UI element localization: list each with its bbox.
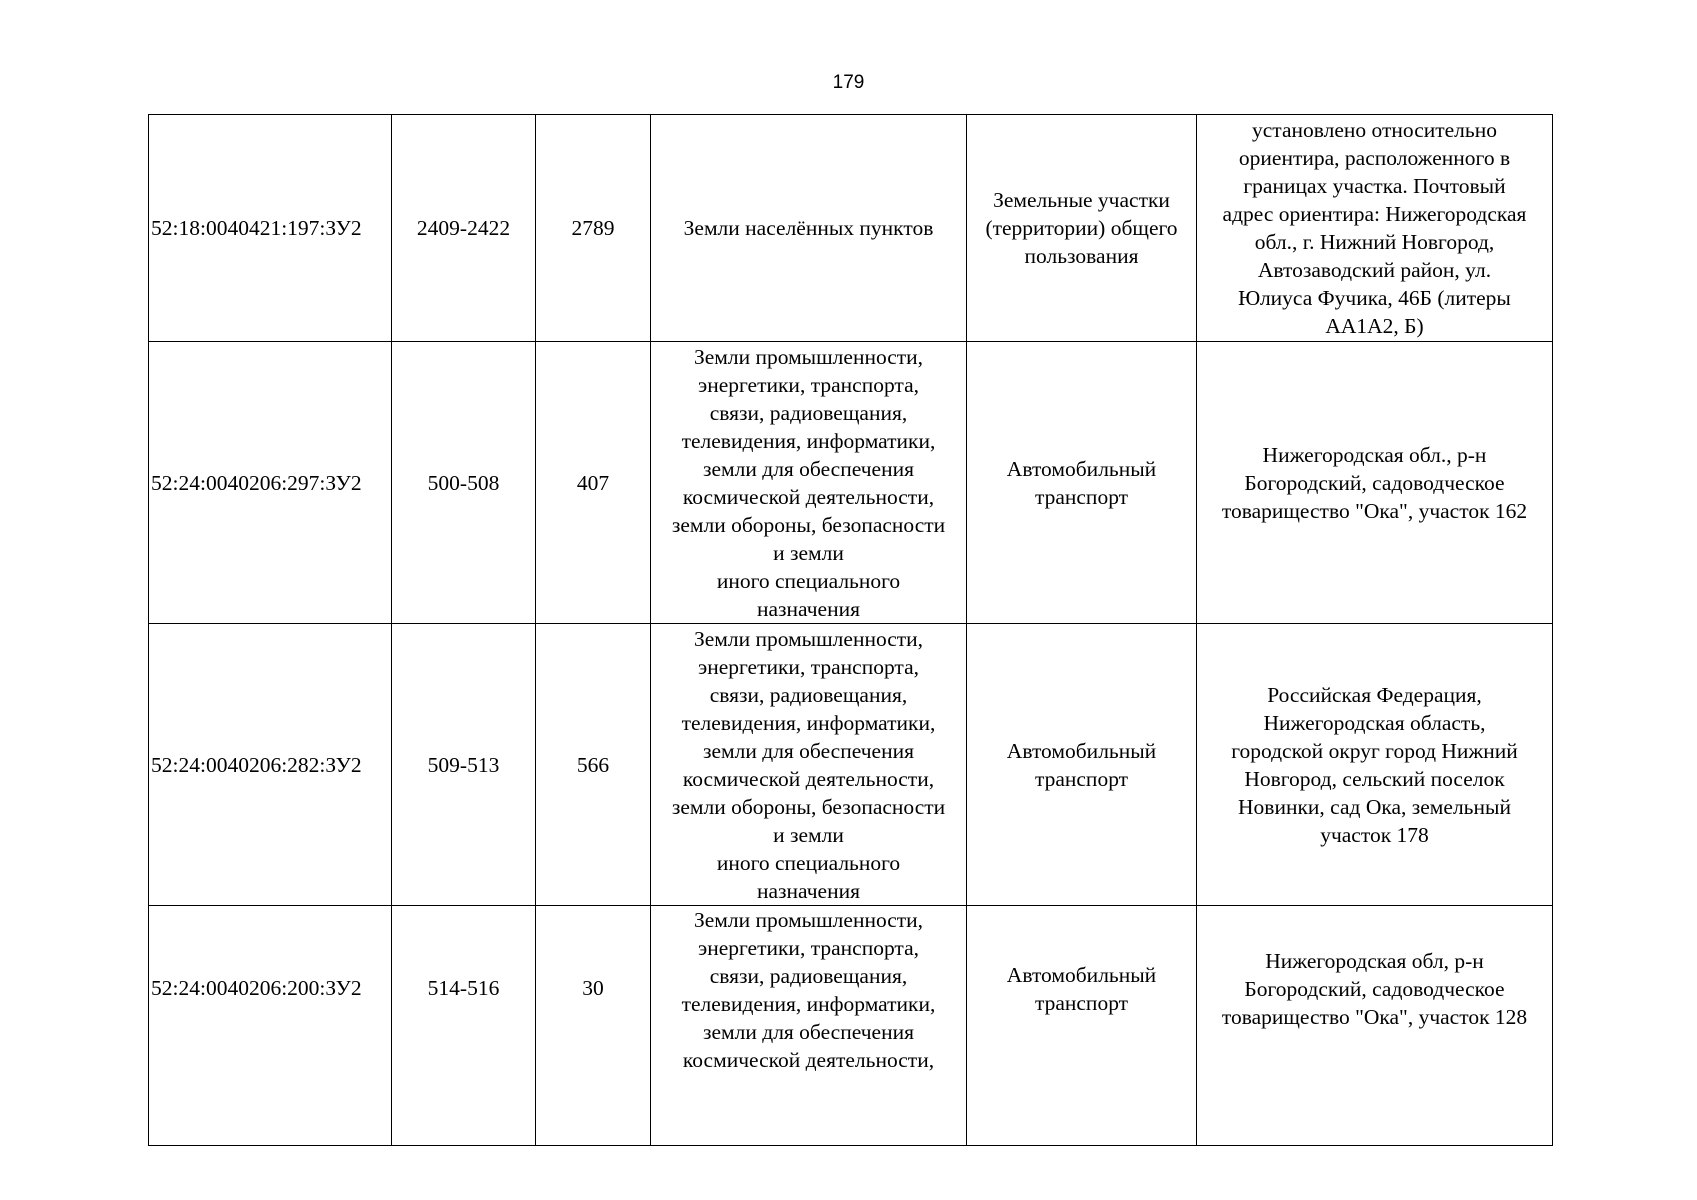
land-category-cell: Земли населённых пунктов bbox=[651, 115, 967, 342]
cadastral-number-cell: 52:24:0040206:297:ЗУ2 bbox=[149, 342, 392, 624]
land-category-cell: Земли промышленности, энергетики, транспорта, связи, радиовещания, телевидения, информатики, земли для обеспечения космической деятельности, bbox=[651, 906, 967, 1146]
area-cell: 566 bbox=[536, 624, 651, 906]
boundary-points-cell: 500-508 bbox=[392, 342, 536, 624]
address-cell: Нижегородская обл., р-н Богородский, садоводческое товарищество "Ока", участок 162 bbox=[1197, 342, 1553, 624]
address-cell: Российская Федерация, Нижегородская область, городской округ город Нижний Новгород, сельский поселок Новинки, сад Ока, земельный участок 178 bbox=[1197, 624, 1553, 906]
address-cell: установлено относительно ориентира, расположенного в границах участка. Почтовый адрес ориентира: Нижегородская обл., г. Нижний Новгород, Автозаводский район, ул. Юлиуса Фучика, 46Б (литеры АА1А2, Б) bbox=[1197, 115, 1553, 342]
area-cell: 30 bbox=[536, 906, 651, 1146]
land-plots-table bbox=[148, 114, 1553, 1146]
boundary-points-cell: 509-513 bbox=[392, 624, 536, 906]
permitted-use-cell: Автомобильный транспорт bbox=[967, 624, 1197, 906]
permitted-use-cell: Автомобильный транспорт bbox=[967, 342, 1197, 624]
address-cell: Нижегородская обл, р-н Богородский, садоводческое товарищество "Ока", участок 128 bbox=[1197, 906, 1553, 1146]
cadastral-number-cell: 52:24:0040206:282:ЗУ2 bbox=[149, 624, 392, 906]
table-row bbox=[149, 115, 1553, 342]
permitted-use-cell: Земельные участки (территории) общего пользования bbox=[967, 115, 1197, 342]
boundary-points-cell: 514-516 bbox=[392, 906, 536, 1146]
table-row bbox=[149, 624, 1553, 906]
cadastral-number-cell: 52:24:0040206:200:ЗУ2 bbox=[149, 906, 392, 1146]
area-cell: 407 bbox=[536, 342, 651, 624]
cadastral-number-cell: 52:18:0040421:197:ЗУ2 bbox=[149, 115, 392, 342]
boundary-points-cell: 2409-2422 bbox=[392, 115, 536, 342]
land-category-cell: Земли промышленности, энергетики, транспорта, связи, радиовещания, телевидения, информатики, земли для обеспечения космической деятельности, земли обороны, безопасности и земли иного специального назначения bbox=[651, 342, 967, 624]
land-category-cell: Земли промышленности, энергетики, транспорта, связи, радиовещания, телевидения, информатики, земли для обеспечения космической деятельности, земли обороны, безопасности и земли иного специального назначения bbox=[651, 624, 967, 906]
table-row bbox=[149, 906, 1553, 1146]
permitted-use-cell: Автомобильный транспорт bbox=[967, 906, 1197, 1146]
table-row bbox=[149, 342, 1553, 624]
page-number: 179 bbox=[832, 72, 865, 93]
area-cell: 2789 bbox=[536, 115, 651, 342]
